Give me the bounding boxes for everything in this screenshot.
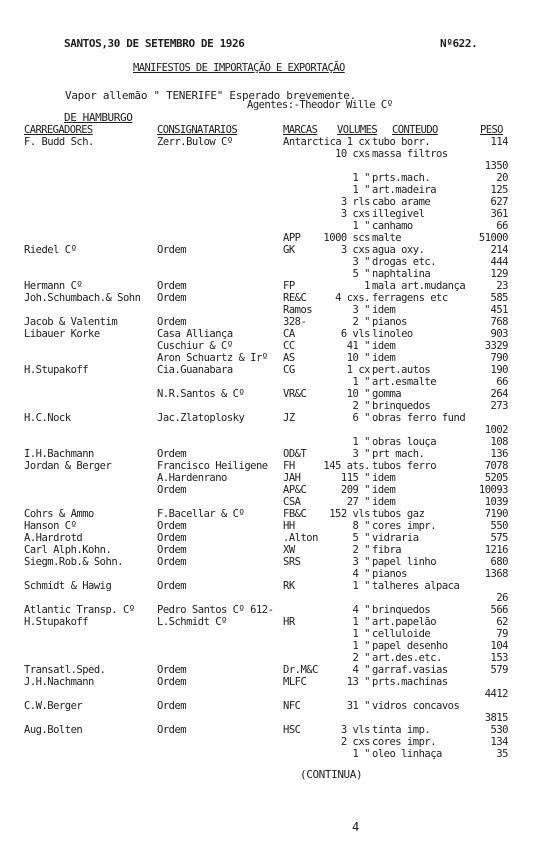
cell-marks: .Alton [283,532,318,544]
cell-volumes: 1 " [352,628,370,640]
cell-weight: 566 [490,604,508,616]
cell-consignee: Cia.Guanabara [157,364,233,376]
table-row [0,149,554,161]
cell-contents: mala art.mudança [372,280,466,292]
column-header-volumes: VOLUMES [337,124,378,136]
cell-weight: 1216 [484,544,508,556]
cell-volumes: 1 " [352,172,370,184]
document-number: Nº622. [440,37,478,50]
cell-contents: pianos [372,568,407,580]
cell-contents: tubos gaz [372,508,425,520]
cell-shipper: Jordan & Berger [24,460,112,472]
table-row [0,221,554,233]
cell-contents: gomma [372,388,402,400]
table-row [0,473,554,485]
cell-weight: 23 [496,280,508,292]
cell-contents: art.madeira [372,184,437,196]
cell-contents: talheres alpaca [372,580,460,592]
cell-consignee: Cuschiur & Cº [157,340,233,352]
column-header-consignee: CONSIGNATARIOS [157,124,238,136]
cell-weight: 550 [490,520,508,532]
column-header-contents: CONTEUDO [392,124,438,136]
table-row [0,713,554,725]
cell-shipper: H.Stupakoff [24,364,89,376]
cell-marks: Ramos [283,304,313,316]
cell-volumes: 4 " [352,664,370,676]
cell-weight: 66 [496,220,508,232]
cell-marks: CC [283,340,295,352]
cell-weight: 3329 [484,340,508,352]
cell-volumes: 145 ats. [323,460,370,472]
cell-weight: 62 [496,616,508,628]
cell-volumes: 41 " [346,340,370,352]
cell-weight: 361 [490,208,508,220]
cell-consignee: Ordem [157,580,187,592]
cell-weight: 129 [490,268,508,280]
cell-volumes: 4 " [352,604,370,616]
cell-weight: 10093 [478,484,508,496]
continued-note: (CONTINUA) [300,768,363,781]
cell-consignee: A.Hardenrano [157,472,227,484]
cell-volumes: 6 vls [340,328,370,340]
cell-weight: 579 [490,664,508,676]
cell-consignee: Ordem [157,484,187,496]
cell-contents: canhamo [372,220,413,232]
cell-weight: 79 [496,628,508,640]
cell-contents: agua oxy. [372,244,425,256]
cell-volumes: 5 " [352,532,370,544]
cell-marks: HSC [283,724,301,736]
cell-shipper: J.H.Nachmann [24,676,94,688]
cell-marks: CA [283,328,295,340]
agents-line: Agentes:-Theodor Wille Cº [247,99,393,111]
table-row [0,389,554,401]
cell-consignee: Francisco Heiligene [157,460,268,472]
cell-volumes: 1 " [352,376,370,388]
table-row [0,137,554,149]
table-row [0,461,554,473]
table-row [0,401,554,413]
table-row [0,365,554,377]
cell-volumes: 5 " [352,268,370,280]
cell-contents: prt mach. [372,448,425,460]
cell-contents: idem [372,484,396,496]
cell-contents: naphtalina [372,268,431,280]
cell-weight: 7078 [484,460,508,472]
cell-marks: 328- [283,316,307,328]
cell-contents: prts.machinas [372,676,448,688]
cell-volumes: 3 cxs [340,208,370,220]
cell-consignee: L.Schmidt Cº [157,616,227,628]
cell-weight: 35 [496,748,508,760]
cell-volumes: 115 " [340,472,370,484]
cell-weight: 214 [490,244,508,256]
cell-consignee: F.Bacellar & Cº [157,508,245,520]
cell-marks: OD&T [283,448,307,460]
cell-marks: APP [283,232,301,244]
cell-marks: FH [283,460,295,472]
table-row [0,749,554,761]
cell-marks: SRS [283,556,301,568]
column-header-marks: MARCAS [283,124,318,136]
cell-volumes: 4 cxs. [335,292,370,304]
table-row [0,425,554,437]
cell-marks: AP&C [283,484,307,496]
table-row [0,329,554,341]
cell-volumes: 2 " [352,316,370,328]
cell-weight: 136 [490,448,508,460]
table-row [0,737,554,749]
cell-contents: linoleo [372,328,413,340]
page-mark: 4 [352,820,360,834]
cell-shipper: I.H.Bachmann [24,448,94,460]
cell-consignee: Ordem [157,244,187,256]
cell-volumes: 1 " [352,184,370,196]
cell-contents: pianos [372,316,407,328]
cell-shipper: Schmidt & Hawig [24,580,112,592]
cell-weight: 903 [490,328,508,340]
cell-volumes: 3 " [352,256,370,268]
table-row [0,185,554,197]
cell-weight: 790 [490,352,508,364]
cell-consignee: Ordem [157,556,187,568]
cell-contents: idem [372,352,396,364]
cell-contents: brinquedos [372,604,431,616]
cell-marks: FP [283,280,295,292]
cell-shipper: Transatl.Sped. [24,664,106,676]
column-header-weight: PESO [480,124,503,136]
cell-volumes: 1 [364,280,370,292]
cell-consignee: Ordem [157,280,187,292]
cell-contents: illegivel [372,208,425,220]
cell-contents: brinquedos [372,400,431,412]
cell-shipper: H.C.Nock [24,412,71,424]
cell-shipper: H.Stupakoff [24,616,89,628]
table-row [0,521,554,533]
table-row [0,173,554,185]
cell-volumes: 31 " [346,700,370,712]
cell-weight: 66 [496,376,508,388]
cell-volumes: 1 " [352,640,370,652]
cell-contents: art.papelão [372,616,437,628]
cell-shipper: Hermann Cº [24,280,83,292]
cell-volumes: 10 " [346,352,370,364]
cell-consignee: Ordem [157,448,187,460]
cell-contents: garraf.vasias [372,664,448,676]
cell-contents: cores impr. [372,736,437,748]
cell-volumes: 209 " [340,484,370,496]
table-row [0,197,554,209]
cell-shipper: Carl Alph.Kohn. [24,544,112,556]
cell-volumes: 8 " [352,520,370,532]
cell-consignee: Casa Alliança [157,328,233,340]
table-row [0,161,554,173]
cell-contents: tinta imp. [372,724,431,736]
cell-weight: 3815 [484,712,508,724]
cell-shipper: Aug.Bolten [24,724,83,736]
cell-contents: drogas etc. [372,256,437,268]
cell-weight: 444 [490,256,508,268]
cell-volumes: 10 " [346,388,370,400]
table-row [0,641,554,653]
cell-consignee: Pedro Santos Cº 612- [157,604,274,616]
cell-volumes: 3 " [352,556,370,568]
cell-weight: 273 [490,400,508,412]
cell-contents: art.esmalte [372,376,437,388]
cell-weight: 627 [490,196,508,208]
cell-contents: celluloide [372,628,431,640]
cell-contents: vidros concavos [372,700,460,712]
table-row [0,677,554,689]
cell-contents: tubos ferro [372,460,437,472]
table-row [0,209,554,221]
table-row [0,293,554,305]
cell-volumes: 1000 scs [323,232,370,244]
cell-shipper: Libauer Korke [24,328,100,340]
cell-weight: 1350 [484,160,508,172]
cell-contents: malte [372,232,402,244]
cell-volumes: 1 cx [346,136,370,148]
cell-consignee: Ordem [157,532,187,544]
cell-shipper: Cohrs & Ammo [24,508,94,520]
table-row [0,341,554,353]
cell-volumes: 2 cxs [340,736,370,748]
cell-weight: 264 [490,388,508,400]
cell-weight: 680 [490,556,508,568]
cell-marks: FB&C [283,508,307,520]
cell-volumes: 1 " [352,220,370,232]
cell-volumes: 1 " [352,436,370,448]
cell-shipper: Atlantic Transp. Cº [24,604,135,616]
cell-marks: Antarctica [283,136,342,148]
cell-weight: 5205 [484,472,508,484]
cell-consignee: Ordem [157,292,187,304]
cell-marks: MLFC [283,676,307,688]
cell-contents: prts.mach. [372,172,431,184]
cell-marks: CG [283,364,295,376]
cell-volumes: 27 " [346,496,370,508]
cell-marks: HR [283,616,295,628]
cell-consignee: Aron Schuartz & Irº [157,352,268,364]
cell-shipper: C.W.Berger [24,700,83,712]
cell-marks: RE&C [283,292,307,304]
cell-volumes: 1 cx [346,364,370,376]
cell-contents: massa filtros [372,148,448,160]
cell-weight: 585 [490,292,508,304]
cell-consignee: Ordem [157,700,187,712]
cell-weight: 104 [490,640,508,652]
cell-volumes: 3 " [352,304,370,316]
cell-contents: idem [372,496,396,508]
cell-weight: 125 [490,184,508,196]
table-row [0,689,554,701]
cell-contents: vidraria [372,532,419,544]
table-row [0,245,554,257]
table-row [0,725,554,737]
cell-volumes: 2 " [352,544,370,556]
table-row [0,557,554,569]
cell-contents: papel linho [372,556,437,568]
cell-volumes: 3 vls [340,724,370,736]
table-row [0,629,554,641]
cell-weight: 190 [490,364,508,376]
cell-volumes: 2 " [352,652,370,664]
cell-volumes: 4 " [352,568,370,580]
cell-consignee: Ordem [157,676,187,688]
column-header-shipper: CARREGADORES [24,124,93,136]
cell-marks: XW [283,544,295,556]
cell-marks: RK [283,580,295,592]
table-row [0,233,554,245]
cell-contents: idem [372,304,396,316]
cell-weight: 575 [490,532,508,544]
cell-weight: 134 [490,736,508,748]
cell-volumes: 1 " [352,616,370,628]
cell-consignee: Zerr.Bulow Cº [157,136,233,148]
cell-contents: papel desenho [372,640,448,652]
cell-weight: 1002 [484,424,508,436]
cell-contents: cabo arame [372,196,431,208]
table-row [0,269,554,281]
table-row [0,617,554,629]
table-row [0,701,554,713]
cell-contents: ferragens etc [372,292,448,304]
table-row [0,257,554,269]
cell-weight: 4412 [484,688,508,700]
cell-weight: 1368 [484,568,508,580]
cell-contents: idem [372,340,396,352]
cell-marks: NFC [283,700,301,712]
cell-consignee: N.R.Santos & Cº [157,388,245,400]
cell-contents: fibra [372,544,402,556]
cell-weight: 451 [490,304,508,316]
cell-volumes: 3 " [352,448,370,460]
cell-shipper: Hanson Cº [24,520,77,532]
cell-volumes: 3 cxs [340,244,370,256]
cell-consignee: Ordem [157,520,187,532]
cell-consignee: Ordem [157,544,187,556]
cell-weight: 1039 [484,496,508,508]
cell-volumes: 6 " [352,412,370,424]
cell-shipper: Joh.Schumbach.& Sohn [24,292,141,304]
table-row [0,377,554,389]
cell-volumes: 1 " [352,748,370,760]
cell-weight: 768 [490,316,508,328]
cell-volumes: 10 cxs [335,148,370,160]
cell-contents: art.des.etc. [372,652,442,664]
cell-shipper: F. Budd Sch. [24,136,94,148]
cell-marks: JZ [283,412,295,424]
cell-weight: 7190 [484,508,508,520]
cell-contents: oleo linhaça [372,748,442,760]
cell-marks: CSA [283,496,301,508]
table-row [0,413,554,425]
cell-marks: JAH [283,472,301,484]
cell-consignee: Jac.Zlatoplosky [157,412,245,424]
cell-weight: 108 [490,436,508,448]
document-title: MANIFESTOS DE IMPORTAÇÃO E EXPORTAÇÃO [133,62,345,74]
cell-consignee: Ordem [157,724,187,736]
cell-volumes: 152 vls [329,508,370,520]
cell-contents: cores impr. [372,520,437,532]
cell-volumes: 3 rls [340,196,370,208]
origin-port: DE HAMBURGO [64,111,133,124]
cell-contents: obras ferro fund [372,412,466,424]
cell-weight: 114 [490,136,508,148]
cell-contents: idem [372,472,396,484]
vessel-line: Vapor allemão " TENERIFE" Esperado brevemente. [65,89,356,102]
table-row [0,581,554,593]
cell-weight: 20 [496,172,508,184]
cell-volumes: 1 " [352,580,370,592]
cell-weight: 153 [490,652,508,664]
cell-volumes: 13 " [346,676,370,688]
cell-consignee: Ordem [157,664,187,676]
cell-contents: tubo borr. [372,136,431,148]
cell-shipper: A.Hardrotd [24,532,83,544]
table-row [0,485,554,497]
cell-marks: HH [283,520,295,532]
cell-contents: obras louça [372,436,437,448]
cell-marks: Dr.M&C [283,664,318,676]
cell-marks: GK [283,244,295,256]
cell-weight: 530 [490,724,508,736]
cell-weight: 51000 [478,232,508,244]
table-row [0,509,554,521]
cell-shipper: Siegm.Rob.& Sohn. [24,556,123,568]
cell-shipper: Riedel Cº [24,244,77,256]
cell-contents: pert.autos [372,364,431,376]
cell-marks: AS [283,352,295,364]
cell-marks: VR&C [283,388,307,400]
cell-volumes: 2 " [352,400,370,412]
document-date: SANTOS,30 DE SETEMBRO DE 1926 [64,37,245,50]
cell-weight: 26 [496,592,508,604]
cell-shipper: Jacob & Valentim [24,316,118,328]
cell-consignee: Ordem [157,316,187,328]
